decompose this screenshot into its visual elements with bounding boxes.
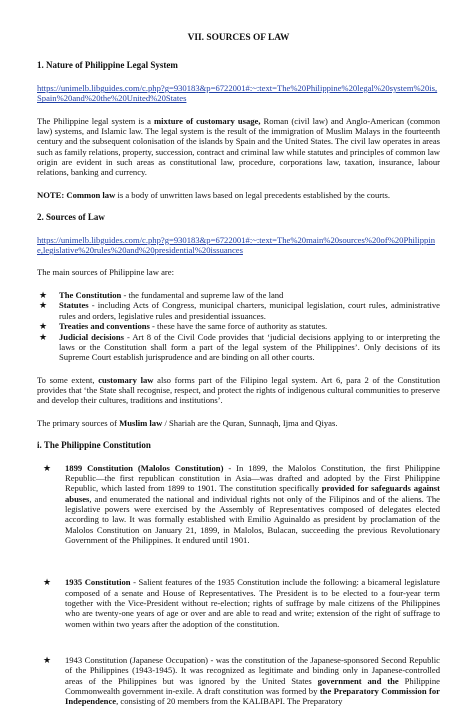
section-heading-constitution: i. The Philippine Constitution xyxy=(37,440,151,451)
star-bullet-icon: ★ xyxy=(43,654,52,665)
source-link-1[interactable]: https://unimelb.libguides.com/c.php?g=930183&p=6722001#:~:text=The%20Philippine%20legal%20system%20is,Spain%20and%20the%20United%20States xyxy=(37,83,438,104)
sources-list xyxy=(37,290,440,363)
customary-law-paragraph: To some extent, customary law also forms part of the Filipino legal system. Art 6, para 2 of the Constitution provides that ‘the State shall recognise, respect, and protect the rights of indigenous cultural communities to preserve and develop their cultures, traditions and institutions’. xyxy=(37,374,440,406)
list-item: ★ Treaties and conventions - these have the same force of authority as statutes. xyxy=(39,321,328,332)
list-item-1943: ★ 1943 Constitution (Japanese Occupation) - was the constitution of the Japanese-sponsored Second Republic of the Philippines (1943-1945). It was recognized as legitimate and binding only in Japanese-controlled areas of the Philippines but was ignored by the United States government and the Philippine Commonwealth government in-exile. A draft constitution was formed by the Preparatory Commission for Independence, consisting of 20 members from the KALIBAPI. The Preparatory xyxy=(37,655,440,707)
star-bullet-icon: ★ xyxy=(39,300,48,311)
star-bullet-icon: ★ xyxy=(39,331,48,342)
list-item: ★ Statutes - including Acts of Congress, municipal charters, municipal legislation, court rules, administrative rules and orders, legislative rules and presidential issuances. xyxy=(39,300,440,321)
constitution-list xyxy=(37,463,440,546)
star-bullet-icon: ★ xyxy=(39,289,48,300)
section-heading-sources: 2. Sources of Law xyxy=(37,211,105,222)
note-label: NOTE: xyxy=(37,189,65,200)
muslim-law-paragraph: The primary sources of Muslim law / Shariah are the Quran, Sunnaqh, Ijma and Qiyas. xyxy=(37,417,338,428)
star-bullet-icon: ★ xyxy=(39,321,48,332)
list-item: ★ The Constitution - the fundamental and supreme law of the land xyxy=(39,289,284,300)
list-item: ★ Judicial decisions - Art 8 of the Civil Code provides that ‘judicial decisions applying to or interpreting the laws or the Constitution shall form a part of the legal system of the Philippines’. Only decisions of its Supreme Court establish jurisprudence and are binding on all other courts. xyxy=(39,331,440,363)
paragraph-legal-system: The Philippine legal system is a mixture of customary usage, Roman (civil law) and Anglo-American (common law) systems, and Islamic law. The legal system is the result of the immigration of Muslim Malays in the fourteenth century and the subsequent colonisation of the islands by Spain and the United States. The civil law operates in areas such as family relations, property, succession, contract and criminal law while statutes and principles of common law origin are evident in such areas as constitutional law, procedure, corporations law, taxation, insurance, labour relations, banking and currency. xyxy=(37,115,441,178)
section-heading-nature: 1. Nature of Philippine Legal System xyxy=(37,60,178,71)
note-paragraph: NOTE: Common law is a body of unwritten laws based on legal precedents established by the courts. xyxy=(37,189,391,200)
sources-intro: The main sources of Philippine law are: xyxy=(37,267,174,278)
star-bullet-icon: ★ xyxy=(43,462,52,473)
list-item-1935: ★ 1935 Constitution - Salient features of the 1935 Constitution include the following: a bicameral legislature composed of a senate and House of Representatives. The President is to be elected to a four-year term together with the Vice-President without re-election; rights of suffrage by male citizens of the Philippines who are twenty-one years of age or over and are able to read and write; extension of the right of suffrage to women within two years after the adoption of the constitution. xyxy=(37,577,440,629)
source-link-2[interactable]: https://unimelb.libguides.com/c.php?g=930183&p=6722001#:~:text=The%20main%20sources%20of%20Philippine,legislative%20rules%20and%20presidential%20issuances xyxy=(37,234,435,255)
list-item-1899: ★ 1899 Constitution (Malolos Constitution) - In 1899, the Malolos Constitution, the first Philippine Republic—the first republican constitution in Asia—was drafted and adopted by the First Philippine Republic, which lasted from 1899 to 1901. The constitution specifically provided for safeguards against abuses, and enumerated the national and individual rights not only of the Filipinos and of the aliens. The legislative powers were exercised by the Assembly of Representatives composed of delegates elected according to law. It was formally established with Emilio Aguinaldo as president by proclamation of the Malolos Constitution on January 21, 1899, in Malolos, Bulacan, succeeding the previous Revolutionary Government of the Philippines. It endured until 1901. xyxy=(37,463,440,546)
star-bullet-icon: ★ xyxy=(43,577,52,588)
page-title: VII. SOURCES OF LAW xyxy=(187,33,290,43)
